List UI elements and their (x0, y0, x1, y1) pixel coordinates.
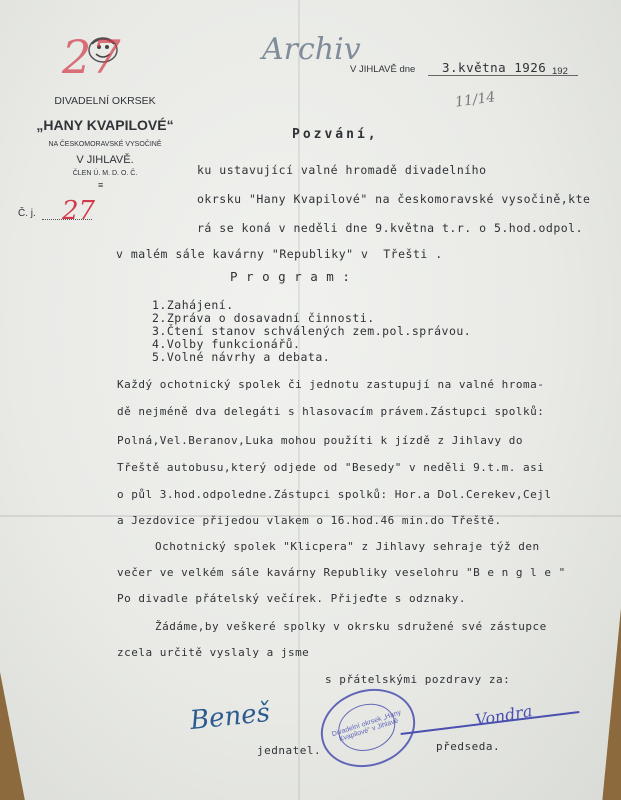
org-name-line4: V JIHLAVĚ. (76, 154, 134, 166)
intro-line: v malém sále kavárny "Republiky" v Třešti . (116, 247, 443, 261)
reference-number: 27 (62, 196, 96, 226)
date-year-prefix: 192 (552, 66, 568, 77)
program-item: 2.Zpráva o dosavadní činnosti. (152, 311, 375, 325)
program-title: P r o g r a m : (230, 269, 351, 284)
intro-line: rá se koná v neděli dne 9.května t.r. o 5.hod.odpol. (197, 221, 584, 235)
body-line: a Jezdovice přijedou vlakem o 16.hod.46 min.do Třeště. (117, 514, 502, 527)
body-line: o půl 3.hod.odpoledne.Zástupci spolků: Hor.a Dol.Cerekev,Cejl (117, 488, 552, 501)
body-line: Polná,Vel.Beranov,Luka mohou použíti k jízdě z Jihlavy do (117, 434, 523, 447)
margin-pencil-note: 11/14 (454, 89, 497, 111)
red-handwritten-number: 27 (62, 30, 121, 84)
signature-left: Beneš (188, 697, 272, 737)
body-line: Po divadle přátelský večírek. Přijeďte s odznaky. (117, 592, 467, 605)
program-item: 5.Volné návrhy a debata. (152, 350, 331, 364)
body-line: Žádáme,by veškeré spolky v okrsku sdružené své zástupce (155, 620, 547, 633)
body-line: dě nejméně dva delegáti s hlasovacím právem.Zástupci spolků: (117, 405, 545, 418)
role-right: předseda. (436, 740, 501, 753)
reference-label: Č. j. (18, 208, 36, 219)
body-line: večer ve velkém sále kavárny Republiky veselohru "B e n g l e " (117, 566, 566, 579)
round-stamp: Divadelní okrsek „Hany Kvapilové“ v Jihlavě (311, 677, 426, 779)
intro-line: okrsku "Hany Kvapilové" na českomoravské vysočině,kte (197, 192, 591, 206)
org-name-line1: DIVADELNÍ OKRSEK (54, 95, 156, 107)
body-line: Třeště autobusu,který odjede od "Besedy" v neděli 9.t.m. asi (117, 461, 545, 474)
separator-mark: ≡ (98, 180, 104, 190)
body-line: Ochotnický spolek "Klicpera" z Jihlavy sehraje týž den (155, 540, 540, 553)
fold-line-vertical (298, 0, 300, 800)
role-left: jednatel. (257, 744, 322, 757)
intro-line: ku ustavující valné hromadě divadelního (197, 163, 487, 177)
program-item: 4.Volby funkcionářů. (152, 337, 301, 351)
letter-title: Pozvání, (292, 127, 379, 142)
body-line: zcela určitě vyslaly a jsme (117, 646, 310, 659)
date-place: V JIHLAVĚ dne (350, 64, 416, 75)
org-name-line2: „HANY KVAPILOVÉ“ (36, 117, 174, 133)
closing-line: s přátelskými pozdravy za: (325, 673, 511, 686)
date-value: 3.května 1926 (442, 60, 547, 75)
body-line: Každý ochotnický spolek či jednotu zastupují na valné hroma- (117, 378, 545, 391)
signature-right: Vondra (473, 701, 534, 730)
org-name-line3: NA ČESKOMORAVSKÉ VYSOČINĚ (48, 141, 162, 148)
program-item: 3.Čtení stanov schválených zem.pol.správou. (152, 324, 472, 338)
archive-handwritten-note: Archiv (262, 32, 361, 67)
program-item: 1.Zahájení. (152, 298, 234, 312)
org-name-line5: ČLEN Ú. M. D. O. Č. (72, 170, 138, 177)
